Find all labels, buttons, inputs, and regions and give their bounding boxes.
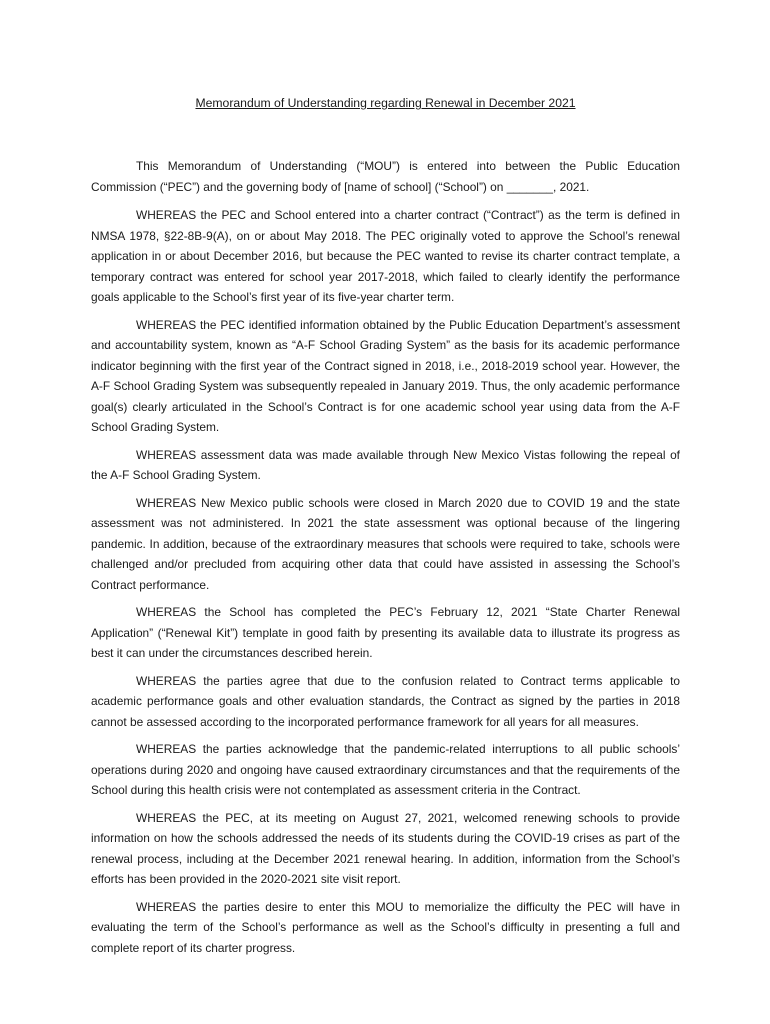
document-title: Memorandum of Understanding regarding Renewal in December 2021 [195, 96, 576, 110]
whereas-paragraph-8: WHEREAS the PEC, at its meeting on August 27, 2021, welcomed renewing schools to provide information on how the schools addressed the needs of its students during the COVID-19 crises as part of the renewal process, including at the December 2021 renewal hearing. In addition, information from the School’s efforts has been provided in the 2020-2021 site visit report. [91, 810, 680, 886]
whereas-paragraph-4: WHEREAS New Mexico public schools were closed in March 2020 due to COVID 19 and the state assessment was not administered. In 2021 the state assessment was optional because of the lingering pandemic. In addition, because of the extraordinary measures that schools were required to take, schools were challenged and/or precluded from acquiring other data that could have assisted in assessing the School’s Contract performance. [91, 495, 680, 592]
whereas-paragraph-2: WHEREAS the PEC identified information obtained by the Public Education Department’s assessment and accountability system, known as “A-F School Grading System” as the basis for its academic performance indicator beginning with the first year of the Contract signed in 2018, i.e., 2018-2019 school year. However, the A-F School Grading System was subsequently repealed in January 2019. Thus, the only academic performance goal(s) clearly articulated in the School’s Contract is for one academic school year using data from the A-F School Grading System. [91, 317, 680, 434]
document-body [91, 94, 680, 965]
whereas-paragraph-3: WHEREAS assessment data was made available through New Mexico Vistas following the repeal of the A-F School Grading System. [91, 447, 680, 482]
whereas-paragraph-5: WHEREAS the School has completed the PEC’s February 12, 2021 “State Charter Renewal Application” (“Renewal Kit”) template in good faith by presenting its available data to illustrate its progress as best it can under the circumstances described herein. [91, 605, 680, 660]
intro-paragraph: This Memorandum of Understanding (“MOU”) is entered into between the Public Education Commission (“PEC”) and the governing body of [name of school] (“School”) on _______, 2021. [91, 159, 680, 194]
whereas-paragraph-1: WHEREAS the PEC and School entered into a charter contract (“Contract”) as the term is defined in NMSA 1978, §22-8B-9(A), on or about May 2018. The PEC originally voted to approve the School’s renewal application in or about December 2016, but because the PEC wanted to revise its charter contract template, a temporary contract was entered for school year 2017-2018, which failed to clearly identify the performance goals applicable to the School’s first year of its five-year charter term. [91, 208, 680, 304]
whereas-paragraph-6: WHEREAS the parties agree that due to the confusion related to Contract terms applicable to academic performance goals and other evaluation standards, the Contract as signed by the parties in 2018 cannot be assessed according to the incorporated performance framework for all years for all measures. [91, 673, 680, 729]
whereas-paragraph-9: WHEREAS the parties desire to enter this MOU to memorialize the difficulty the PEC will have in evaluating the term of the School’s performance as well as the School’s difficulty in presenting a full and complete report of its charter progress. [91, 899, 680, 955]
whereas-paragraph-7: WHEREAS the parties acknowledge that the pandemic-related interruptions to all public schools’ operations during 2020 and ongoing have caused extraordinary circumstances and that the requirements of the School during this health crisis were not contemplated as assessment criteria in the Contract. [91, 742, 680, 797]
